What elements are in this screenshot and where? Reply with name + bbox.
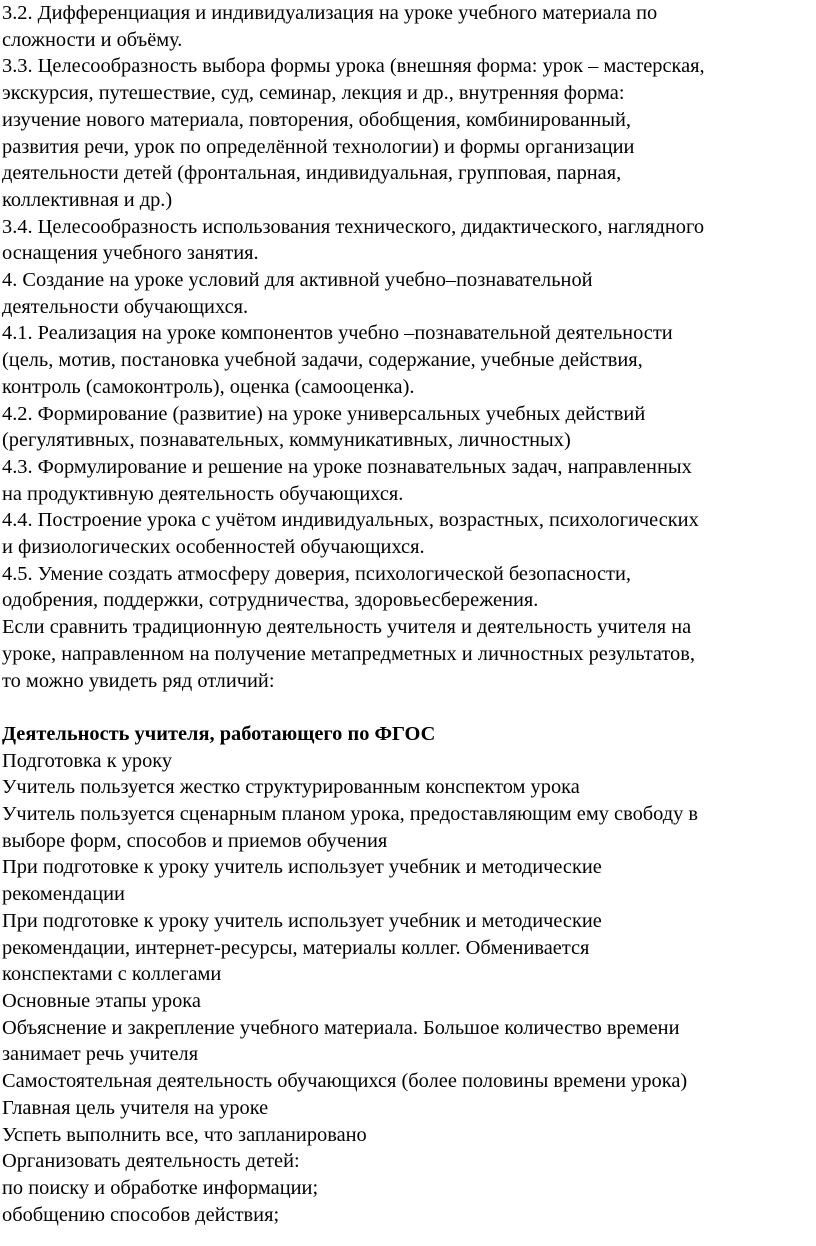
text-line: (регулятивных, познавательных, коммуникативных, личностных) [2, 429, 571, 452]
text-line: оснащения учебного занятия. [2, 242, 259, 265]
text-line: 4.1. Реализация на уроке компонентов учебно –познавательной деятельности [2, 322, 673, 345]
text-line: 4.5. Умение создать атмосферу доверия, психологической безопасности, [2, 562, 631, 585]
text-line: При подготовке к уроку учитель использует учебник и методические [2, 909, 602, 932]
text-line: (цель, мотив, постановка учебной задачи, содержание, учебные действия, [2, 349, 643, 372]
text-line: выборе форм, способов и приемов обучения [2, 829, 388, 852]
text-line: Организовать деятельность детей: [2, 1150, 300, 1173]
text-line: 3.3. Целесообразность выбора формы урока (внешняя форма: урок – мастерская, [2, 55, 705, 78]
text-line: 4.4. Построение урока с учётом индивидуальных, возрастных, психологических [2, 509, 699, 532]
text-line: 3.2. Дифференциация и индивидуализация на уроке учебного материала по [2, 2, 658, 24]
text-line: деятельности детей (фронтальная, индивидуальная, групповая, парная, [2, 162, 622, 185]
text-line: 4.2. Формирование (развитие) на уроке универсальных учебных действий [2, 402, 646, 425]
text-line: Основные этапы урока [2, 990, 201, 1012]
text-line: коллективная и др.) [2, 188, 173, 211]
text-line: экскурсия, путешествие, суд, семинар, лекция и др., внутренняя форма: [2, 82, 625, 105]
text-line: обобщению способов действия; [2, 1203, 280, 1226]
text-line: рекомендации, интернет-ресурсы, материалы коллег. Обменивается [2, 936, 590, 959]
text-line: уроке, направленном на получение метапредметных и личностных результатов, [2, 642, 695, 665]
text-line: Самостоятельная деятельность обучающихся (более половины времени урока) [2, 1070, 688, 1093]
text-line: 4.3. Формулирование и решение на уроке познавательных задач, направленных [2, 455, 692, 478]
text-line: развития речи, урок по определённой технологии) и формы организации [2, 135, 635, 158]
text-line: изучение нового материала, повторения, обобщения, комбинированный, [2, 108, 631, 131]
text-line: деятельности обучающихся. [2, 295, 249, 318]
text-line: Объяснение и закрепление учебного материала. Большое количество времени [2, 1016, 680, 1039]
text-line: контроль (самоконтроль), оценка (самооценка). [2, 375, 415, 398]
text-line: 3.4. Целесообразность использования технического, дидактического, наглядного [2, 215, 705, 238]
text-line: Учитель пользуется жестко структурированным конспектом урока [2, 776, 580, 799]
text-line: рекомендации [2, 883, 125, 906]
text-line: Успеть выполнить все, что запланировано [2, 1123, 367, 1146]
text-line: Учитель пользуется сценарным планом урока, предоставляющим ему свободу в [2, 803, 699, 826]
section-heading: Деятельность учителя, работающего по ФГОС [2, 722, 436, 745]
document-body-before [2, 0, 808, 694]
text-line: занимает речь учителя [2, 1043, 199, 1066]
text-line: по поиску и обработке информации; [2, 1176, 319, 1199]
document-body-after [2, 748, 808, 1229]
text-line: 4. Создание на уроке условий для активной учебно–познавательной [2, 269, 593, 292]
text-line: и физиологических особенностей обучающихся. [2, 536, 425, 559]
text-line: Если сравнить традиционную деятельность учителя и деятельность учителя на [2, 616, 692, 639]
text-line: конспектами с коллегами [2, 963, 222, 986]
text-line: При подготовке к уроку учитель использует учебник и методические [2, 856, 602, 879]
blank-line [2, 694, 808, 721]
text-line: Главная цель учителя на уроке [2, 1096, 269, 1119]
text-line: на продуктивную деятельность обучающихся. [2, 482, 404, 505]
text-line: одобрения, поддержки, сотрудничества, здоровьесбережения. [2, 589, 539, 612]
text-line: Подготовка к уроку [2, 749, 173, 772]
text-line: сложности и объёму. [2, 28, 183, 51]
text-line: то можно увидеть ряд отличий: [2, 669, 275, 692]
